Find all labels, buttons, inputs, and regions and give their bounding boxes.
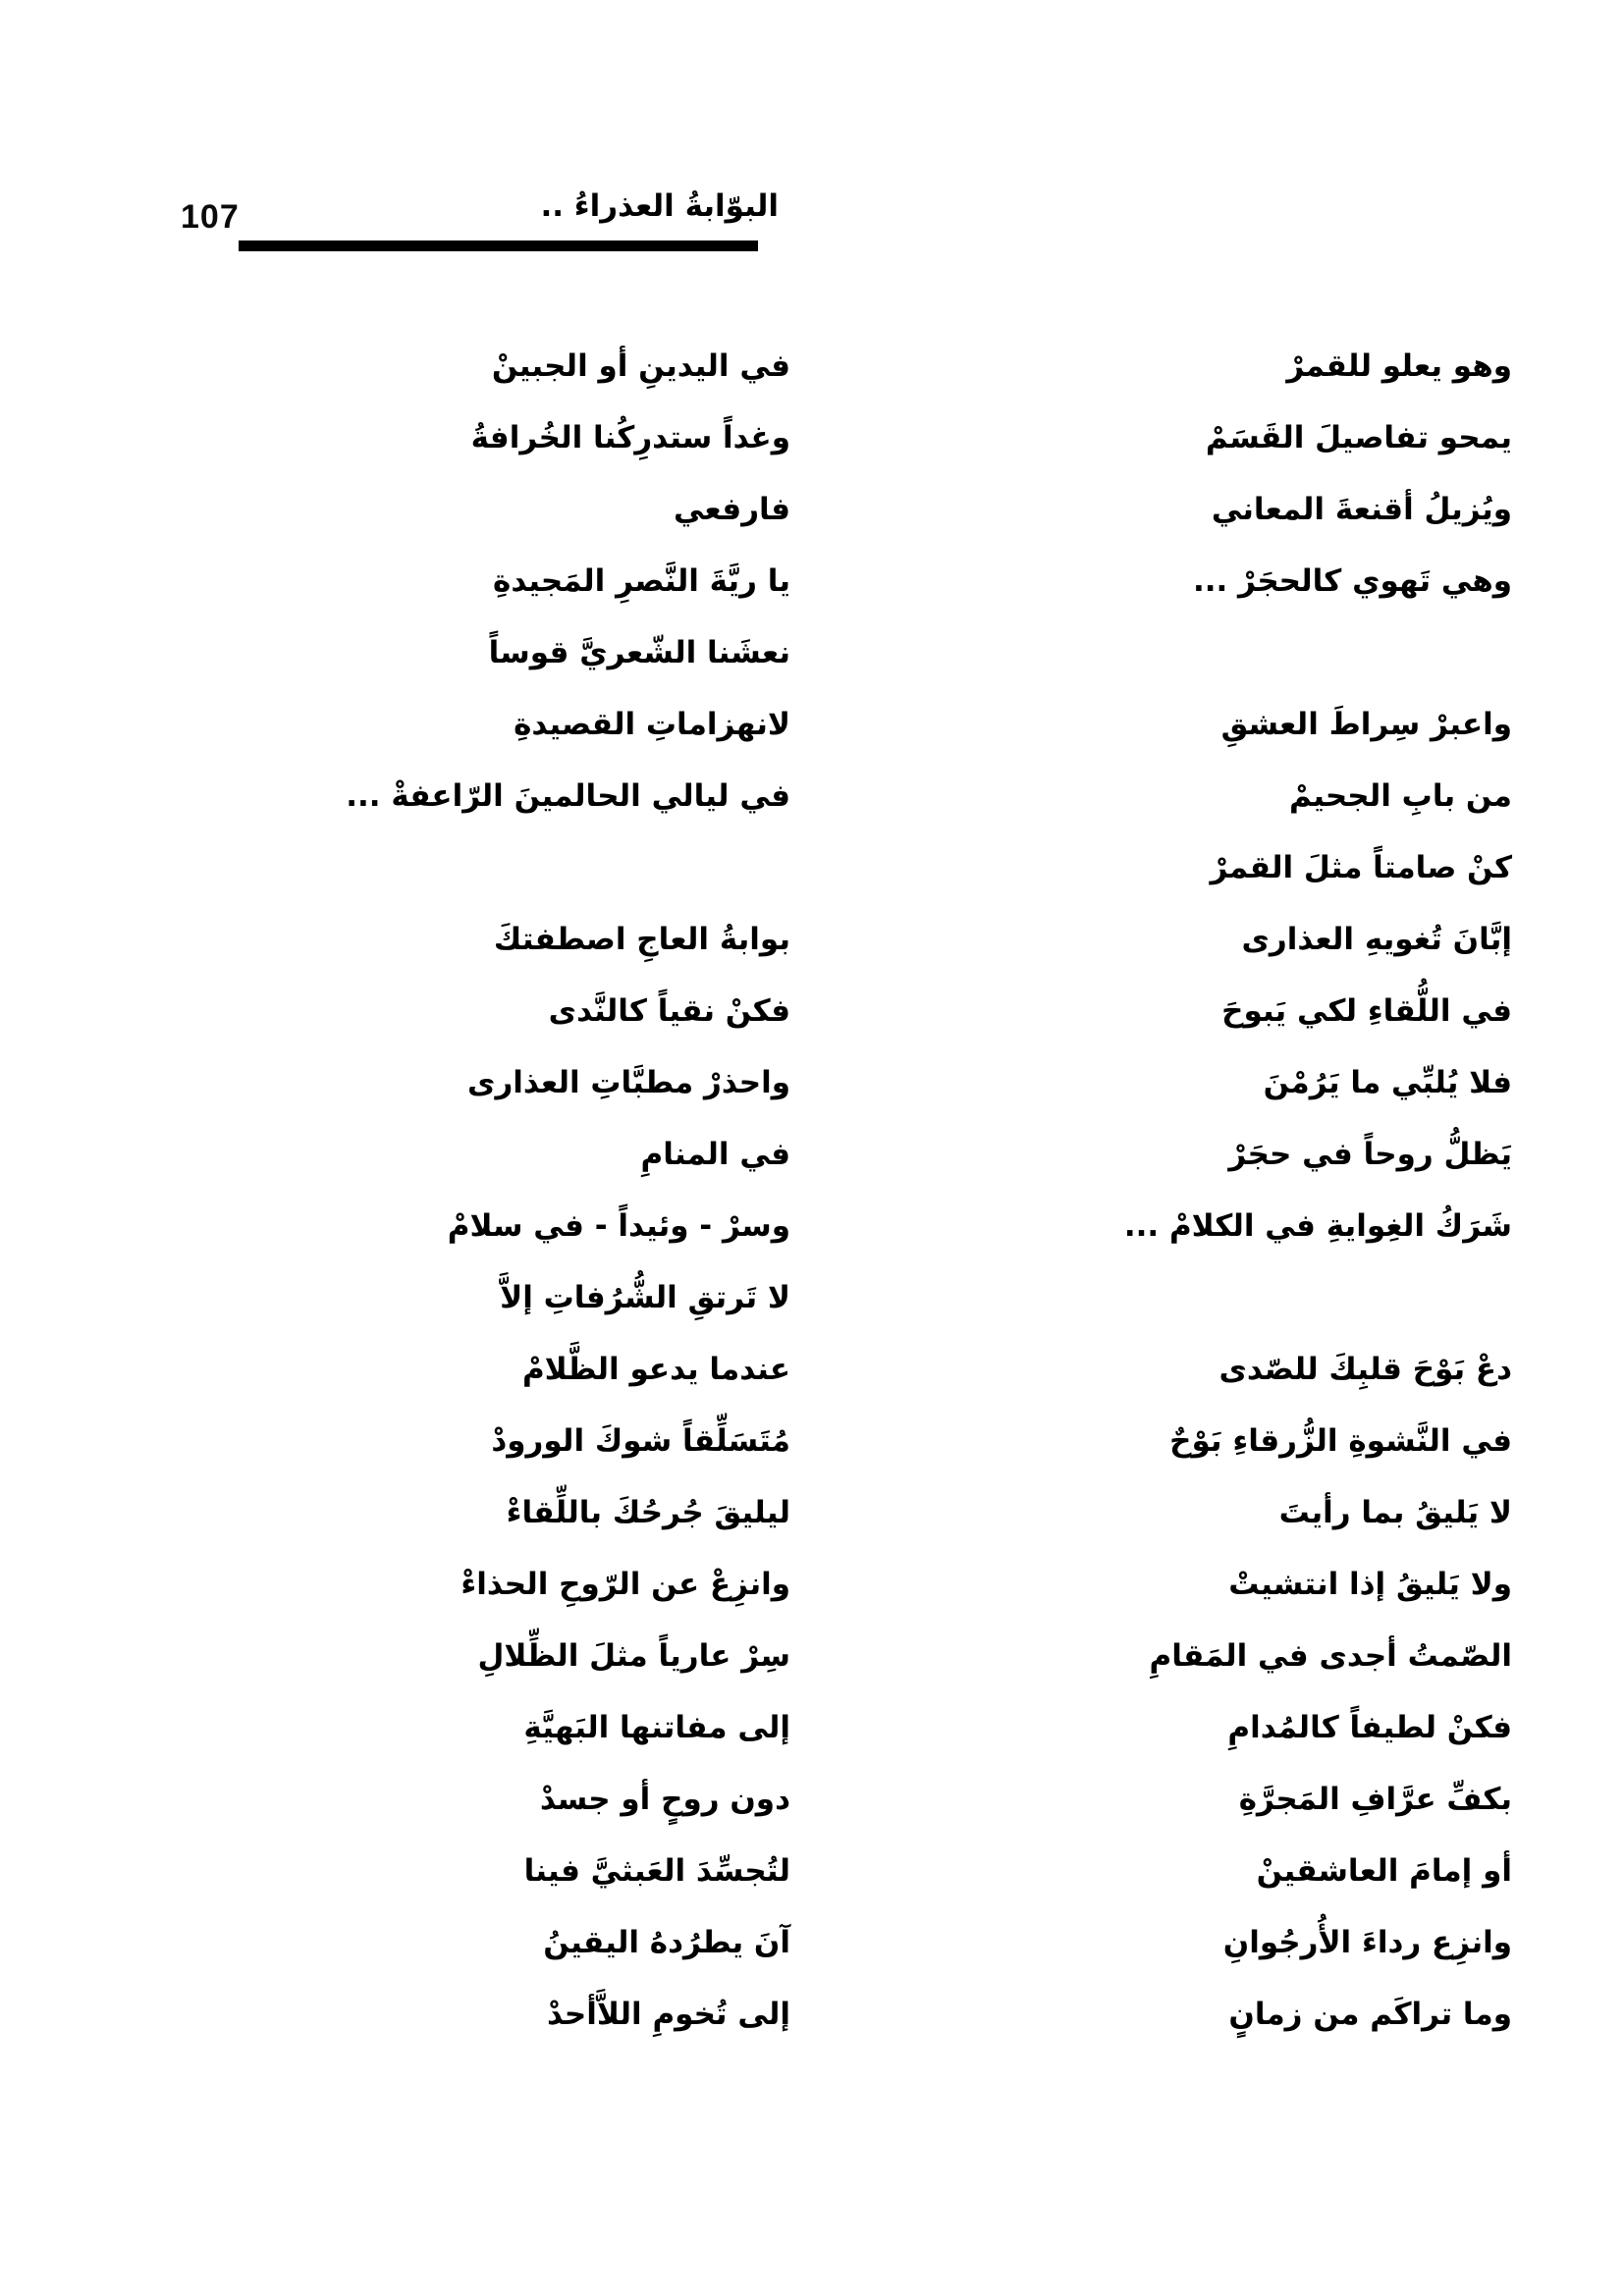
- verse-line: ولا يَليقُ إذا انتشيتْ: [1228, 1567, 1512, 1602]
- stanza-gap: [1124, 617, 1512, 689]
- verse-line: وما تراكَم من زمانٍ: [1228, 1997, 1512, 2032]
- verse-line: بوابةُ العاجِ اصطفتكَ: [493, 922, 790, 957]
- poem-column-left: [346, 331, 790, 2051]
- verse-line: عندما يدعو الظَّلامْ: [521, 1352, 790, 1387]
- verse-line: في النَّشوةِ الزُّرقاءِ بَوْحٌ: [1169, 1423, 1512, 1459]
- verse-line: وهي تَهوي كالحجَرْ ...: [1192, 563, 1512, 599]
- verse-line: يَظلُّ روحاً في حجَرْ: [1228, 1137, 1512, 1172]
- verse-line: وهو يعلو للقمرْ: [1286, 348, 1512, 384]
- verse-line: بكفِّ عرَّافِ المَجرَّةِ: [1238, 1782, 1512, 1817]
- verse-line: إلى مفاتنها البَهيَّةِ: [523, 1710, 790, 1745]
- verse-line: فلا يُلبِّي ما يَرُمْنَ: [1263, 1065, 1512, 1100]
- verse-line: مُتَسَلِّقاً شوكَ الورودْ: [491, 1423, 790, 1459]
- verse-line: فكنْ نقياً كالنَّدى: [548, 993, 790, 1029]
- verse-line: واحذرْ مطبَّاتِ العذارى: [467, 1065, 790, 1100]
- verse-line: آنَ يطرُدهُ اليقينُ: [543, 1925, 790, 1960]
- verse-line: شَرَكُ الغِوايةِ في الكلامْ ...: [1123, 1208, 1512, 1244]
- verse-line: يا ريَّةَ النَّصرِ المَجيدةِ: [493, 563, 790, 599]
- chapter-title: البوّابةُ العذراءُ ..: [540, 188, 779, 224]
- verse-line: فارفعي: [674, 492, 790, 527]
- verse-line: لانهزاماتِ القصيدةِ: [514, 707, 790, 742]
- stanza-gap: [346, 832, 790, 904]
- verse-line: إبَّانَ تُغويهِ العذارى: [1241, 922, 1512, 957]
- verse-line: في اليدينِ أو الجبينْ: [491, 348, 790, 384]
- verse-line: نعشَنا الشّعريَّ قوساً: [488, 635, 790, 670]
- header-rule: [239, 240, 758, 251]
- verse-line: دون روحٍ أو جسدْ: [539, 1782, 790, 1817]
- verse-line: كنْ صامتاً مثلَ القمرْ: [1210, 850, 1512, 885]
- verse-line: وانزِعْ عن الرّوحِ الحذاءْ: [460, 1567, 790, 1602]
- verse-line: سِرْ عارياً مثلَ الظِّلالِ: [477, 1638, 790, 1674]
- verse-line: واعبرْ سِراطَ العشقِ: [1220, 707, 1512, 742]
- verse-line: دعْ بَوْحَ قلبِكَ للصّدى: [1218, 1352, 1512, 1387]
- verse-line: وغداً ستدرِكُنا الخُرافةُ: [470, 420, 790, 455]
- verse-line: وسرْ - وئيداً - في سلامْ: [447, 1208, 790, 1244]
- verse-line: لا تَرتقِ الشُّرُفاتِ إلاَّ: [500, 1280, 790, 1315]
- verse-line: ويُزيلُ أقنعةَ المعاني: [1211, 492, 1512, 527]
- verse-line: فكنْ لطيفاً كالمُدامِ: [1227, 1710, 1512, 1745]
- verse-line: لا يَليقُ بما رأيتَ: [1278, 1495, 1512, 1530]
- verse-line: إلى تُخومِ اللاَّأحدْ: [546, 1997, 790, 2032]
- verse-line: من بابِ الجحيمْ: [1288, 778, 1512, 814]
- verse-line: في اللُّقاءِ لكي يَبوحَ: [1221, 993, 1512, 1029]
- verse-line: في المنامِ: [640, 1137, 790, 1172]
- poem-column-right: [1124, 331, 1512, 2051]
- page-number: 107: [181, 198, 240, 236]
- verse-line: يمحو تفاصيلَ القَسَمْ: [1205, 420, 1512, 455]
- verse-line: في ليالي الحالمينَ الرّاعفةْ ...: [346, 778, 790, 814]
- verse-line: أو إمامَ العاشقينْ: [1256, 1853, 1512, 1889]
- verse-line: لتُجسِّدَ العَبثيَّ فينا: [523, 1853, 790, 1889]
- verse-line: وانزِع رداءَ الأُرجُوانِ: [1222, 1925, 1512, 1960]
- verse-line: الصّمتُ أجدى في المَقامِ: [1149, 1638, 1512, 1674]
- stanza-gap: [1124, 1262, 1512, 1334]
- verse-line: ليليقَ جُرحُكَ باللِّقاءْ: [506, 1495, 790, 1530]
